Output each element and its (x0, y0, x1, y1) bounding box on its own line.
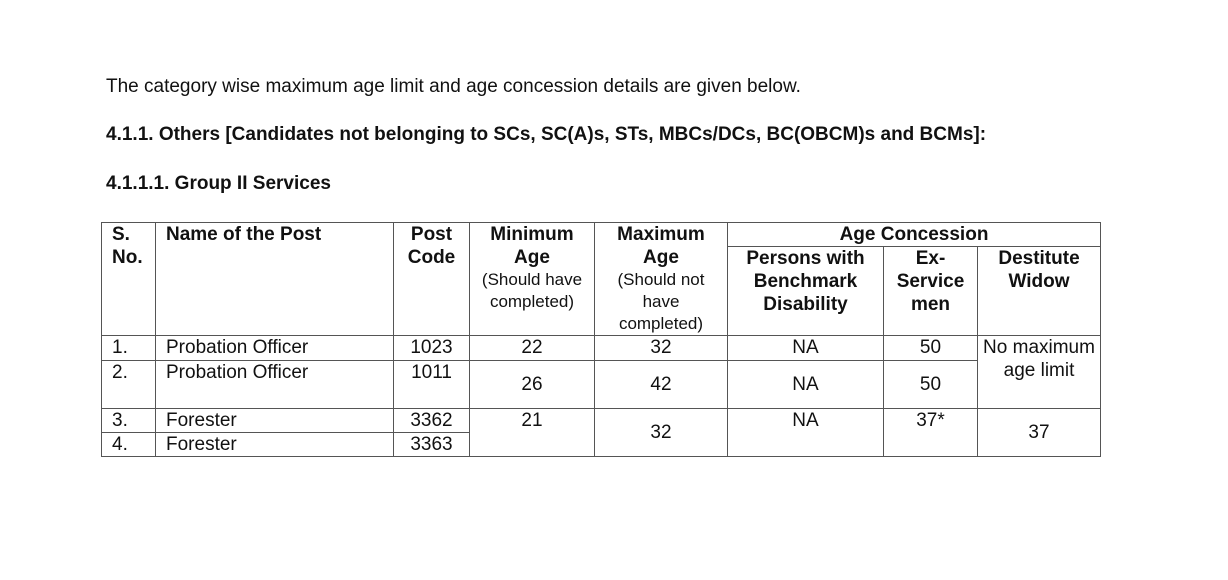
header-ex-servicemen: Ex-Service men (884, 247, 978, 336)
section-heading: 4.1.1. Others [Candidates not belonging to SCs, SC(A)s, STs, MBCs/DCs, BC(OBCM)s and BCMs]: (106, 124, 987, 145)
cell-destitute-widow: No maximum age limit (978, 336, 1101, 409)
cell-post-code: 3363 (394, 433, 470, 457)
subsection-heading: 4.1.1.1. Group II Services (106, 173, 331, 194)
header-min-age: Minimum Age (Should have completed) (470, 223, 595, 336)
header-pwbd: Persons with Benchmark Disability (728, 247, 884, 336)
header-post-name: Name of the Post (156, 223, 394, 336)
cell-min-age: 21 (470, 409, 595, 457)
cell-pwbd: NA (728, 409, 884, 457)
cell-pwbd: NA (728, 361, 884, 409)
header-sno: S. No. (102, 223, 156, 336)
cell-max-age: 42 (595, 361, 728, 409)
cell-post-code: 3362 (394, 409, 470, 433)
cell-post-name: Forester (156, 409, 394, 433)
cell-sno: 4. (102, 433, 156, 457)
intro-text: The category wise maximum age limit and age concession details are given below. (106, 76, 801, 97)
cell-max-age: 32 (595, 336, 728, 361)
table-row (102, 409, 1101, 433)
header-max-age-note: (Should not have completed) (617, 270, 705, 333)
cell-post-name: Probation Officer (156, 336, 394, 361)
cell-post-name: Forester (156, 433, 394, 457)
header-min-age-note: (Should have completed) (481, 270, 583, 311)
table-row (102, 361, 1101, 409)
cell-post-code: 1023 (394, 336, 470, 361)
header-destitute-widow: Destitute Widow (978, 247, 1101, 336)
cell-post-code: 1011 (394, 361, 470, 409)
header-row-1 (102, 223, 1101, 247)
cell-min-age: 22 (470, 336, 595, 361)
cell-sno: 3. (102, 409, 156, 433)
cell-min-age: 26 (470, 361, 595, 409)
cell-sno: 1. (102, 336, 156, 361)
cell-max-age: 32 (595, 409, 728, 457)
cell-ex-servicemen: 50 (884, 361, 978, 409)
cell-destitute-widow: 37 (978, 409, 1101, 457)
table-row (102, 336, 1101, 361)
cell-post-name: Probation Officer (156, 361, 394, 409)
age-limit-table (101, 222, 1101, 457)
cell-ex-servicemen: 37* (884, 409, 978, 457)
header-age-concession: Age Concession (728, 223, 1101, 247)
cell-sno: 2. (102, 361, 156, 409)
header-post-code: Post Code (394, 223, 470, 336)
cell-ex-servicemen: 50 (884, 336, 978, 361)
cell-pwbd: NA (728, 336, 884, 361)
header-max-age: Maximum Age (Should not have completed) (595, 223, 728, 336)
